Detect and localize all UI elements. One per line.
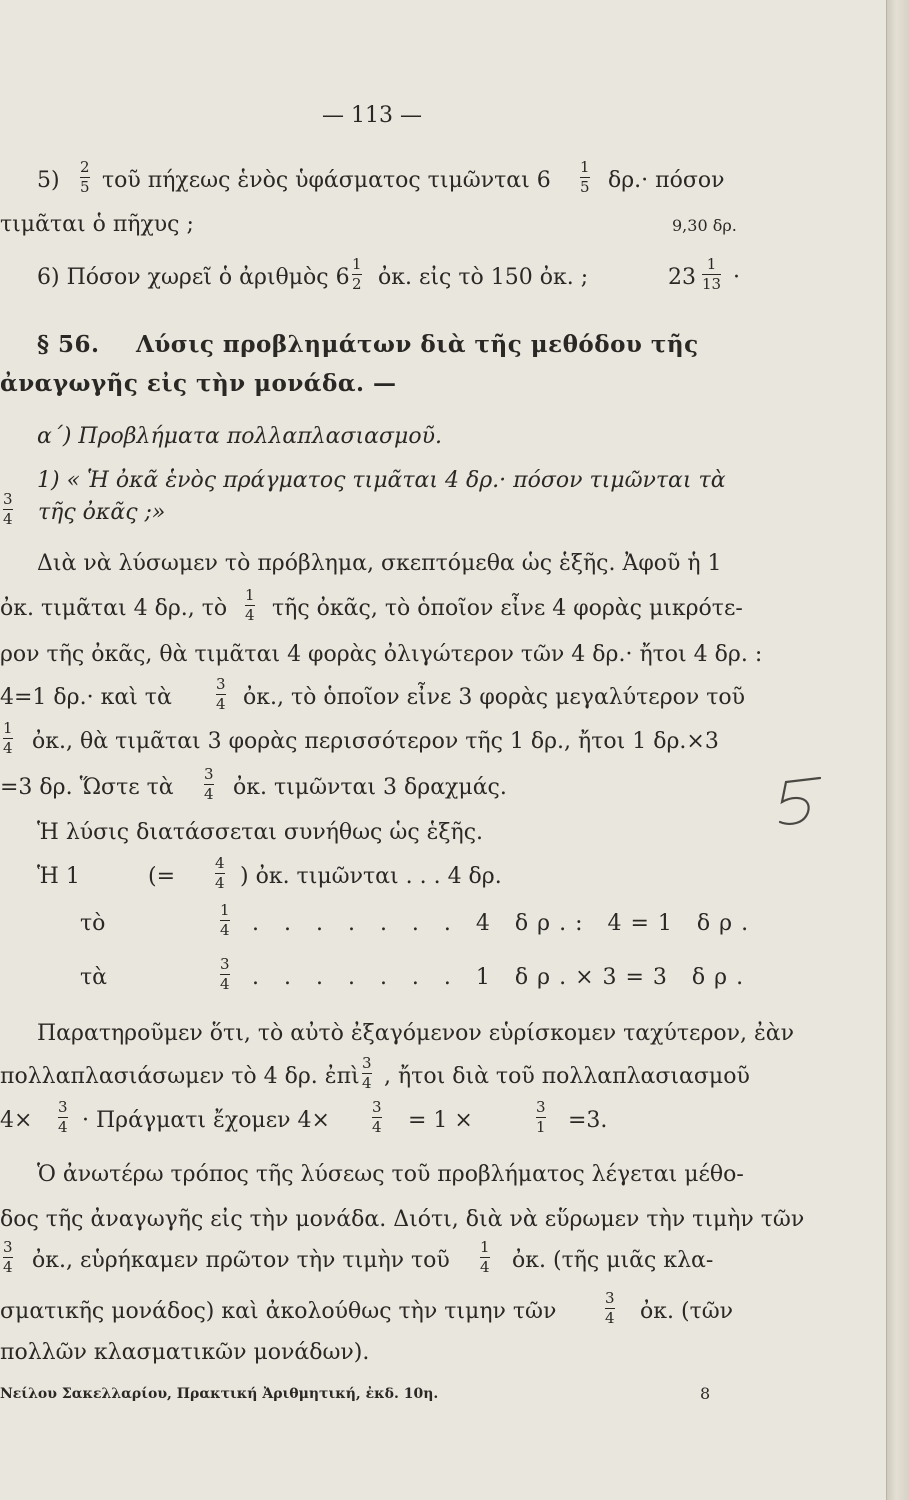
fraction	[580, 160, 590, 195]
text: 5)	[37, 168, 60, 193]
footer-book-title: Νείλου Σακελλαρίου, Πρακτική Ἀριθμητική, ἐκδ. 10η.	[0, 1386, 439, 1402]
subheading: α΄) Προβλήματα πολλαπλασιασμοῦ.	[37, 424, 442, 449]
text: Διὰ νὰ λύσωμεν τὸ πρόβλημα, σκεπτόμεθα ὡς ἑξῆς. Ἀφοῦ ἡ 1	[37, 551, 722, 576]
text: Ὁ ἀνωτέρω τρόπος τῆς λύσεως τοῦ προβλήματος λέγεται μέθο-	[37, 1162, 744, 1187]
page-edge	[886, 0, 909, 1500]
line-19	[0, 1013, 886, 1053]
denominator: 4	[215, 874, 225, 892]
denominator: 4	[362, 1074, 372, 1092]
numerator: 1	[352, 255, 362, 273]
denominator: 4	[3, 510, 13, 528]
section-title-cont: ἀναγωγῆς εἰς τὴν μονάδα. —	[0, 370, 397, 397]
problem-statement: 1) « Ἡ ὀκᾶ ἑνὸς πράγματος τιμᾶται 4 δρ.· πόσον τιμῶνται τὰ	[37, 468, 726, 493]
numerator: 3	[204, 765, 214, 783]
text: τὰ	[80, 965, 108, 990]
text: δρ.· πόσον	[608, 168, 725, 193]
denominator: 4	[220, 921, 230, 939]
denominator: 4	[220, 975, 230, 993]
numerator: 3	[372, 1098, 382, 1116]
line-1	[0, 160, 886, 200]
line-15	[0, 812, 886, 852]
answer-whole: 23	[668, 265, 696, 290]
numerator: 1	[245, 586, 255, 604]
line-5	[0, 362, 886, 402]
denominator: 5	[580, 178, 590, 196]
section-number: § 56.	[37, 331, 100, 358]
denominator: 4	[204, 785, 214, 803]
numerator: 3	[58, 1098, 68, 1116]
text: =3.	[568, 1108, 608, 1133]
fraction	[372, 1100, 382, 1135]
fraction	[3, 1240, 13, 1275]
line-20	[0, 1056, 886, 1096]
text: Ἡ λύσις διατάσσεται συνήθως ὡς ἑξῆς.	[37, 820, 484, 845]
line-2	[0, 204, 886, 244]
answer: 9,30 δρ.	[672, 216, 737, 235]
text: (=	[148, 864, 176, 889]
line-23	[0, 1199, 886, 1239]
solution-line-3	[0, 957, 886, 997]
denominator: 4	[245, 606, 255, 624]
text: 6) Πόσον χωρεῖ ὁ ἀριθμὸς 6	[37, 265, 350, 290]
fraction	[702, 257, 721, 292]
numerator: 3	[536, 1098, 546, 1116]
text: δος τῆς ἀναγωγῆς εἰς τὴν μονάδα. Διότι, διὰ νὰ εὕρωμεν τὴν τιμὴν τῶν	[0, 1207, 805, 1232]
text: ὀκ. τιμῶνται 3 δραχμάς.	[233, 775, 507, 800]
text: ὀκ. (τῶν	[640, 1299, 734, 1324]
numerator: 3	[3, 490, 13, 508]
fraction	[362, 1056, 372, 1091]
page-number-line	[0, 95, 886, 135]
fraction	[605, 1291, 615, 1326]
numerator: 1	[580, 158, 590, 176]
line-4	[0, 323, 886, 363]
text: ρον τῆς ὀκᾶς, θὰ τιμᾶται 4 φορὰς ὀλιγώτερον τῶν 4 δρ.· ἤτοι 4 δρ. :	[0, 642, 763, 667]
footer-signature-number: 8	[700, 1384, 711, 1403]
text: . . . . . . . 4 δρ.: 4=1 δρ.	[252, 911, 758, 936]
text: ὀκ., τὸ ὁποῖον εἶνε 3 φορὰς μεγαλύτερον τοῦ	[243, 685, 746, 710]
fraction	[204, 767, 214, 802]
numerator: 1	[480, 1238, 490, 1256]
line-14	[0, 767, 886, 807]
page-number: — 113 —	[322, 103, 422, 128]
line-11	[0, 634, 886, 674]
fraction	[220, 957, 230, 992]
line-25	[0, 1291, 886, 1331]
text: πολλῶν κλασματικῶν μονάδων).	[0, 1340, 370, 1365]
text: τοῦ πήχεως ἑνὸς ὑφάσματος τιμῶνται 6	[102, 168, 551, 193]
numerator: 1	[706, 255, 717, 273]
text: ὀκ., εὑρήκαμεν πρῶτον τὴν τιμὴν τοῦ	[32, 1248, 450, 1273]
line-6	[0, 416, 886, 456]
denominator: 4	[372, 1118, 382, 1136]
section-title: Λύσις προβλημάτων διὰ τῆς μεθόδου τῆς	[136, 331, 699, 358]
denominator: 4	[58, 1118, 68, 1136]
fraction	[80, 160, 90, 195]
numerator: 3	[362, 1054, 372, 1072]
fraction	[58, 1100, 68, 1135]
text: 4×	[0, 1108, 33, 1133]
numerator: 3	[3, 1238, 13, 1256]
line-13	[0, 721, 886, 761]
line-26	[0, 1332, 886, 1372]
text: σματικῆς μονάδος) καὶ ἀκολούθως τὴν τιμην τῶν	[0, 1299, 557, 1324]
line-3	[0, 257, 886, 297]
text: τιμᾶται ὁ πῆχυς ;	[0, 212, 194, 237]
fraction	[245, 588, 255, 623]
text: = 1 ×	[408, 1108, 473, 1133]
fraction	[215, 856, 225, 891]
numerator: 3	[220, 955, 230, 973]
fraction	[220, 903, 230, 938]
line-22	[0, 1154, 886, 1194]
line-21	[0, 1100, 886, 1140]
text: τὸ	[80, 911, 106, 936]
text: 4=1 δρ.· καὶ τὰ	[0, 685, 172, 710]
numerator: 1	[220, 901, 230, 919]
text: τῆς ὀκᾶς, τὸ ὁποῖον εἶνε 4 φορὰς μικρότε-	[272, 596, 743, 621]
text: =3 δρ. Ὥστε τὰ	[0, 775, 174, 800]
text: ὀκ. εἰς τὸ 150 ὀκ. ;	[378, 265, 589, 290]
fraction	[3, 721, 13, 756]
line-12	[0, 677, 886, 717]
fraction	[352, 257, 362, 292]
denominator: 5	[80, 178, 90, 196]
solution-line-2	[0, 903, 886, 943]
numerator: 3	[605, 1289, 615, 1307]
text: , ἤτοι διὰ τοῦ πολλαπλασιασμοῦ	[384, 1064, 750, 1089]
fraction	[480, 1240, 490, 1275]
solution-line-1	[0, 856, 886, 896]
text: ) ὀκ. τιμῶνται . . . 4 δρ.	[240, 864, 502, 889]
denominator: 13	[702, 275, 722, 293]
line-9	[0, 543, 886, 583]
numerator: 3	[216, 675, 226, 693]
line-24	[0, 1240, 886, 1280]
numerator: 1	[3, 719, 13, 737]
numerator: 4	[215, 854, 225, 872]
fraction	[216, 677, 226, 712]
denominator: 4	[216, 695, 226, 713]
line-10	[0, 588, 886, 628]
text: ὀκ. (τῆς μιᾶς κλα-	[512, 1248, 714, 1273]
text: Ἡ 1	[37, 864, 80, 889]
text: τῆς ὀκᾶς ;»	[38, 500, 166, 525]
handwritten-mark-icon	[768, 772, 828, 832]
denominator: 2	[352, 275, 362, 293]
fraction	[3, 492, 13, 527]
denominator: 4	[3, 739, 13, 757]
text: . . . . . . . 1 δρ.×3=3 δρ.	[252, 965, 753, 990]
footer	[0, 1374, 886, 1414]
denominator: 4	[3, 1258, 13, 1276]
text: ὀκ. τιμᾶται 4 δρ., τὸ	[0, 596, 228, 621]
text: · Πράγματι ἔχομεν 4×	[82, 1108, 330, 1133]
numerator: 2	[80, 158, 90, 176]
fraction	[536, 1100, 546, 1135]
text: Παρατηροῦμεν ὅτι, τὸ αὐτὸ ἐξαγόμενον εὑρίσκομεν ταχύτερον, ἐὰν	[37, 1021, 795, 1046]
denominator: 1	[536, 1118, 546, 1136]
denominator: 4	[605, 1309, 615, 1327]
denominator: 4	[480, 1258, 490, 1276]
text: ὀκ., θὰ τιμᾶται 3 φορὰς περισσότερον τῆς 1 δρ., ἤτοι 1 δρ.×3	[32, 729, 719, 754]
text: ·	[733, 265, 740, 290]
text: πολλαπλασιάσωμεν τὸ 4 δρ. ἐπὶ	[0, 1064, 360, 1089]
line-8	[0, 492, 886, 532]
